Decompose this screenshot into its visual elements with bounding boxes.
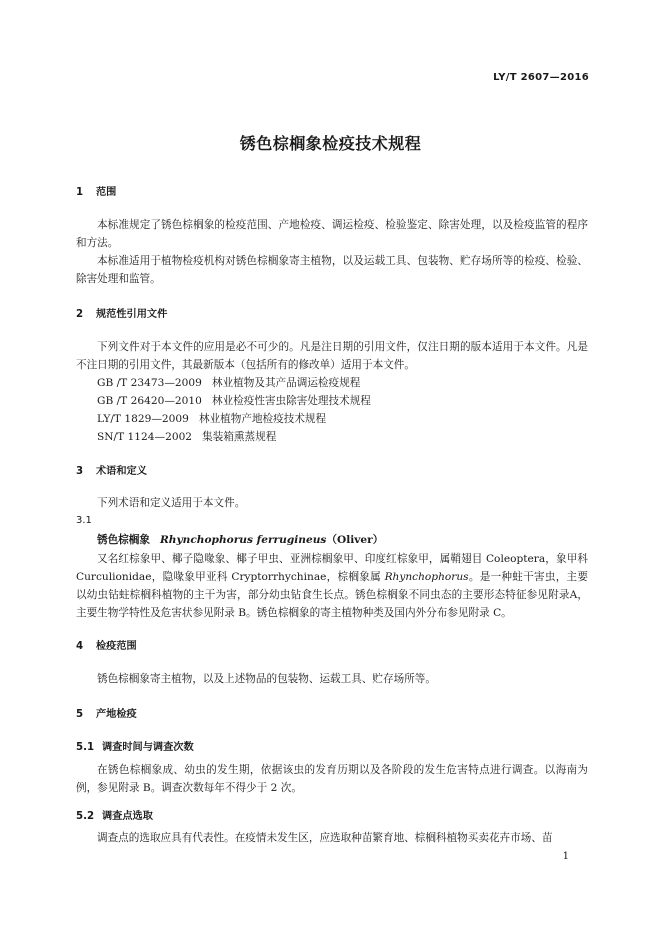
subsection-number: 5.2 [76, 811, 95, 822]
section-1-heading [76, 183, 116, 198]
section-number: 1 [76, 187, 84, 198]
subsection-number: 5.1 [76, 742, 95, 753]
section-5-heading [76, 705, 137, 720]
section-5-2-heading [76, 807, 153, 822]
normative-reference: SN/T 1124—2002 集装箱熏蒸规程 [97, 431, 277, 443]
normative-reference: GB /T 23473—2009 林业植物及其产品调运检疫规程 [97, 377, 361, 389]
standard-code: LY/T 2607—2016 [493, 72, 589, 83]
definition-text: 。是一种蛀干害虫，主要以幼虫钻蛀棕榈科植物的主干为害，部分幼虫钻食生长点。锈色棕榈象不同虫态的主要形态特征参见附录A，主要生物学特性及危害状参见附录 B。锈色棕榈象的寄主植物种类及国内外分布参见附录 C。 [76, 571, 588, 619]
section-title: 产地检疫 [96, 709, 137, 720]
subsection-title: 调查点选取 [102, 811, 153, 822]
section-1-para-1: 本标准规定了锈色棕榈象的检疫范围、产地检疫、调运检疫、检验鉴定、除害处理，以及检疫监管的程序和方法。 [76, 219, 588, 249]
term-definition [76, 550, 588, 622]
section-4-heading [76, 637, 137, 652]
term-name: 锈色棕榈象 [97, 534, 150, 546]
section-2-para-1: 下列文件对于本文件的应用是必不可少的。凡是注日期的引用文件，仅注日期的版本适用于本文件。凡是不注日期的引用文件，其最新版本（包括所有的修改单）适用于本文件。 [76, 341, 588, 371]
section-number: 4 [76, 641, 84, 652]
section-5-1-para: 在锈色棕榈象成、幼虫的发生期，依据该虫的发育历期以及各阶段的发生危害特点进行调查。以海南为例，参见附录 B。调查次数每年不得少于 2 次。 [76, 764, 588, 794]
term-scientific-name: Rhynchophorus ferrugineus [159, 534, 327, 546]
section-title: 术语和定义 [96, 466, 147, 477]
section-1-para-2: 本标准适用于植物检疫机构对锈色棕榈象寄主植物，以及运载工具、包装物、贮存场所等的检疫、检验、除害处理和监管。 [76, 255, 588, 285]
section-3-para-1: 下列术语和定义适用于本文件。 [97, 497, 246, 509]
subsection-title: 调查时间与调查次数 [102, 742, 194, 753]
section-title: 检疫范围 [96, 641, 137, 652]
section-5-1-heading [76, 738, 194, 753]
section-5-2-para: 调查点的选取应具有代表性。在疫情未发生区，应选取种苗繁育地、棕榈科植物买卖花卉市场、苗 [97, 832, 553, 844]
document-title: 锈色棕榈象检疫技术规程 [239, 134, 422, 153]
section-number: 3 [76, 466, 84, 477]
section-4-para-1: 锈色棕榈象寄主植物，以及上述物品的包装物、运载工具、贮存场所等。 [97, 673, 436, 685]
term-heading [97, 532, 383, 547]
genus-name: Rhynchophorus [384, 571, 469, 583]
section-3-heading [76, 462, 147, 477]
term-author: （Oliver） [326, 534, 384, 546]
term-number: 3.1 [76, 515, 92, 526]
normative-reference: LY/T 1829—2009 林业植物产地检疫技术规程 [97, 413, 327, 425]
section-number: 5 [76, 709, 84, 720]
definition-text: 又名红棕象甲、椰子隐喙象、椰子甲虫、亚洲棕榈象甲、印度红棕象甲，属鞘翅目 Coleoptera，象甲科 Curculionidae，隐喙象甲亚科 Cryptorrhychinae，棕榈象属 [76, 553, 588, 583]
section-title: 范围 [96, 187, 117, 198]
page-number: 1 [562, 851, 569, 862]
section-2-heading [76, 305, 167, 320]
section-title: 规范性引用文件 [96, 309, 168, 320]
normative-reference: GB /T 26420—2010 林业检疫性害虫除害处理技术规程 [97, 395, 371, 407]
section-number: 2 [76, 309, 84, 320]
